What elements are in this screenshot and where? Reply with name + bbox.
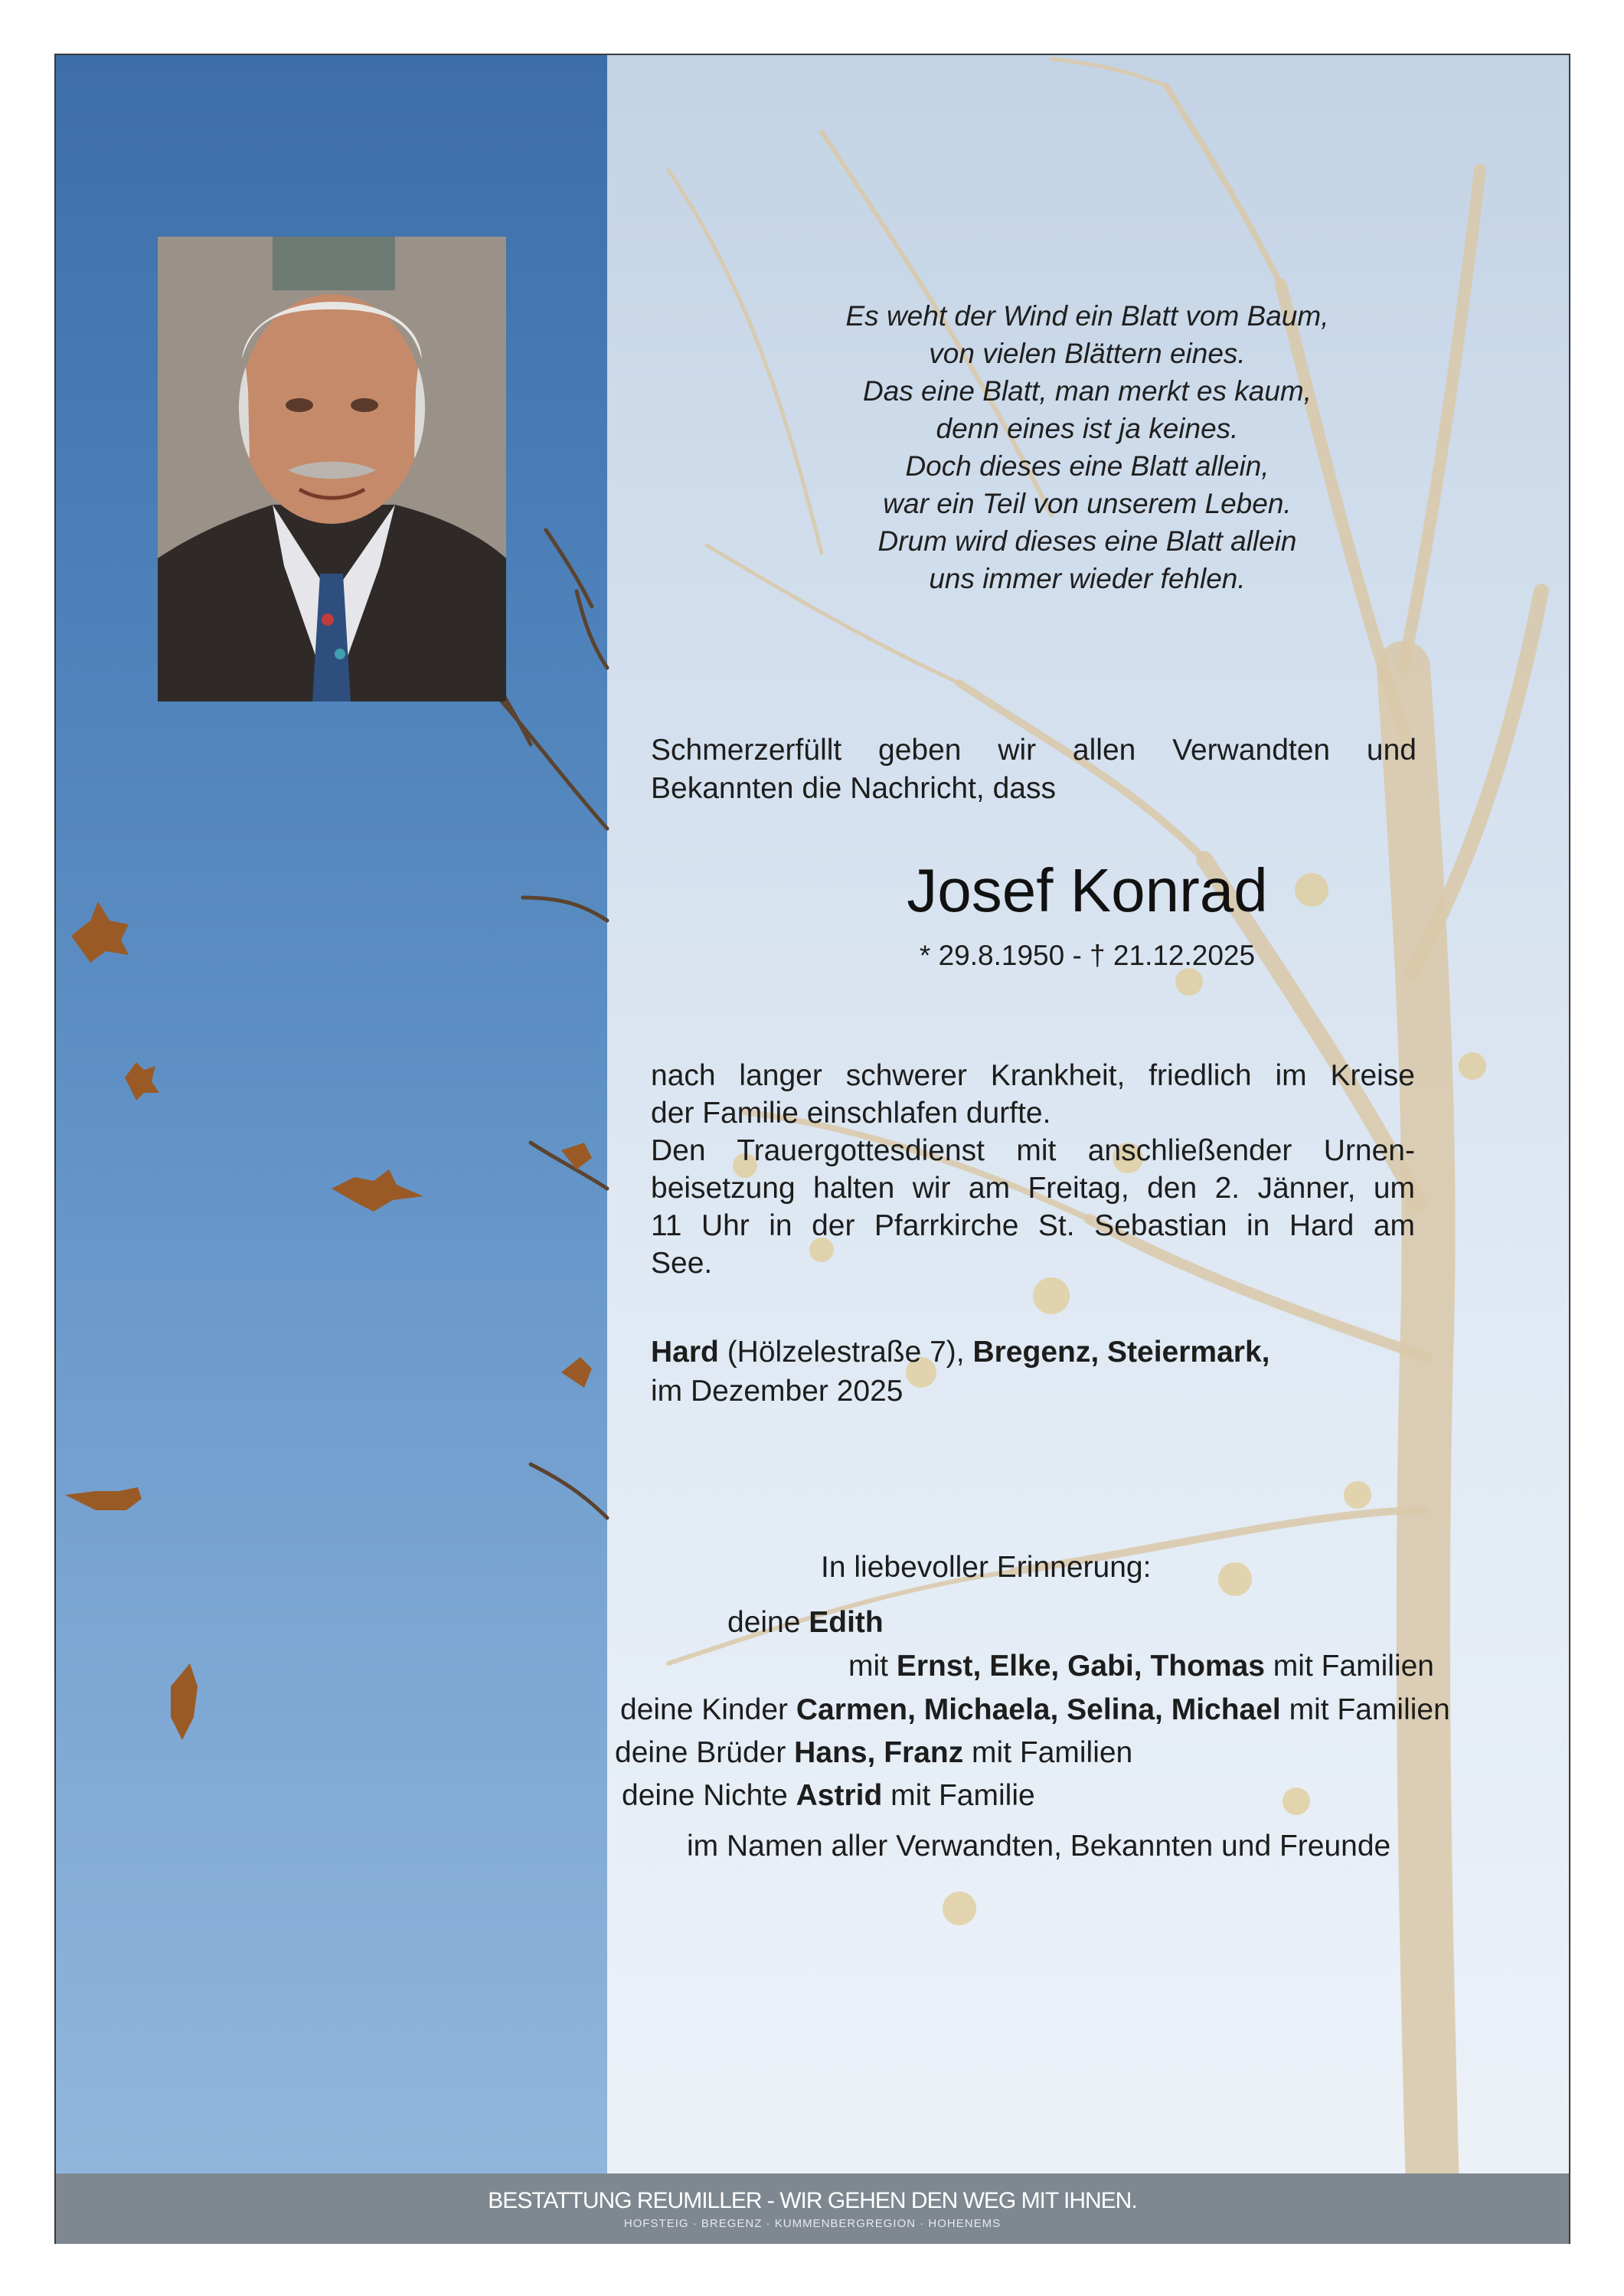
place-city: Hard [651,1336,719,1369]
mourner-line-children [620,1691,1450,1729]
poem-line: Es weht der Wind ein Blatt vom Baum, [845,300,1329,332]
memory-heading: In liebevoller Erinnerung: [821,1551,1152,1584]
prefix: deine Nichte [622,1779,796,1812]
body-text [651,1057,1415,1282]
month-line: im Dezember 2025 [651,1375,903,1408]
poem [712,297,1462,597]
poem-line: Drum wird dieses eine Blatt allein [877,525,1297,557]
mourner-line-children-with [848,1647,1434,1686]
mourner-line-closing: im Namen aller Verwandten, Bekannten und Freunde [687,1830,1391,1863]
suffix: mit Familien [1264,1650,1435,1683]
body-line: 11 Uhr in der Pfarrkirche St. Sebastian in Hard am [651,1209,1415,1242]
mourner-name: Edith [809,1606,884,1639]
announcement-line: Schmerzerfüllt geben wir allen Verwandten und [651,734,1417,767]
prefix: deine [727,1606,809,1639]
poem-line: Doch dieses eine Blatt allein, [905,450,1269,482]
announcement-line: Bekannten die Nachricht, dass [651,772,1056,805]
body-line: nach langer schwerer Krankheit, friedlich im Kreise [651,1059,1415,1092]
poem-line: Das eine Blatt, man merkt es kaum, [862,375,1312,407]
portrait-photo [158,237,506,702]
suffix: mit Familien [963,1736,1133,1769]
prefix: mit [848,1650,897,1683]
prefix: deine Kinder [620,1693,796,1726]
footer-slogan: BESTATTUNG REUMILLER - WIR GEHEN DEN WEG MIT IHNEN. [488,2188,1137,2213]
body-line: See. [651,1247,713,1280]
poem-line: uns immer wieder fehlen. [929,563,1246,594]
poem-line: war ein Teil von unserem Leben. [883,488,1292,519]
place-address: (Hölzelestraße 7), [718,1336,973,1369]
place-regions: Bregenz, Steiermark, [972,1336,1270,1369]
place-line [651,1333,1493,1372]
deceased-name: Josef Konrad [907,856,1268,924]
body-line: der Familie einschlafen durfte. [651,1097,1051,1130]
suffix: mit Familien [1280,1693,1450,1726]
poem-line: von vielen Blättern eines. [929,338,1246,369]
body-line: beisetzung halten wir am Freitag, den 2. Jänner, um [651,1172,1415,1205]
place-and-date [651,1333,1493,1411]
body-line: Den Trauergottesdienst mit anschließender Urnen- [651,1134,1415,1167]
mourner-line-brothers [615,1734,1132,1772]
mourner-name: Hans, Franz [794,1736,964,1769]
mourner-name: Astrid [796,1779,883,1812]
prefix: deine Brüder [615,1736,795,1769]
mourner-name: Carmen, Michaela, Selina, Michael [796,1693,1281,1726]
announcement [651,731,1417,808]
poem-line: denn eines ist ja keines. [936,413,1239,444]
mourner-line-wife [727,1604,884,1642]
mourner-line-niece [622,1777,1035,1815]
funeral-home-footer [56,2173,1569,2244]
life-dates: * 29.8.1950 - † 21.12.2025 [919,940,1256,971]
suffix: mit Familie [882,1779,1035,1812]
mourner-name: Ernst, Elke, Gabi, Thomas [896,1650,1265,1683]
footer-regions: HOFSTEIG · BREGENZ · KUMMENBERGREGION · HOHENEMS [623,2217,1002,2230]
